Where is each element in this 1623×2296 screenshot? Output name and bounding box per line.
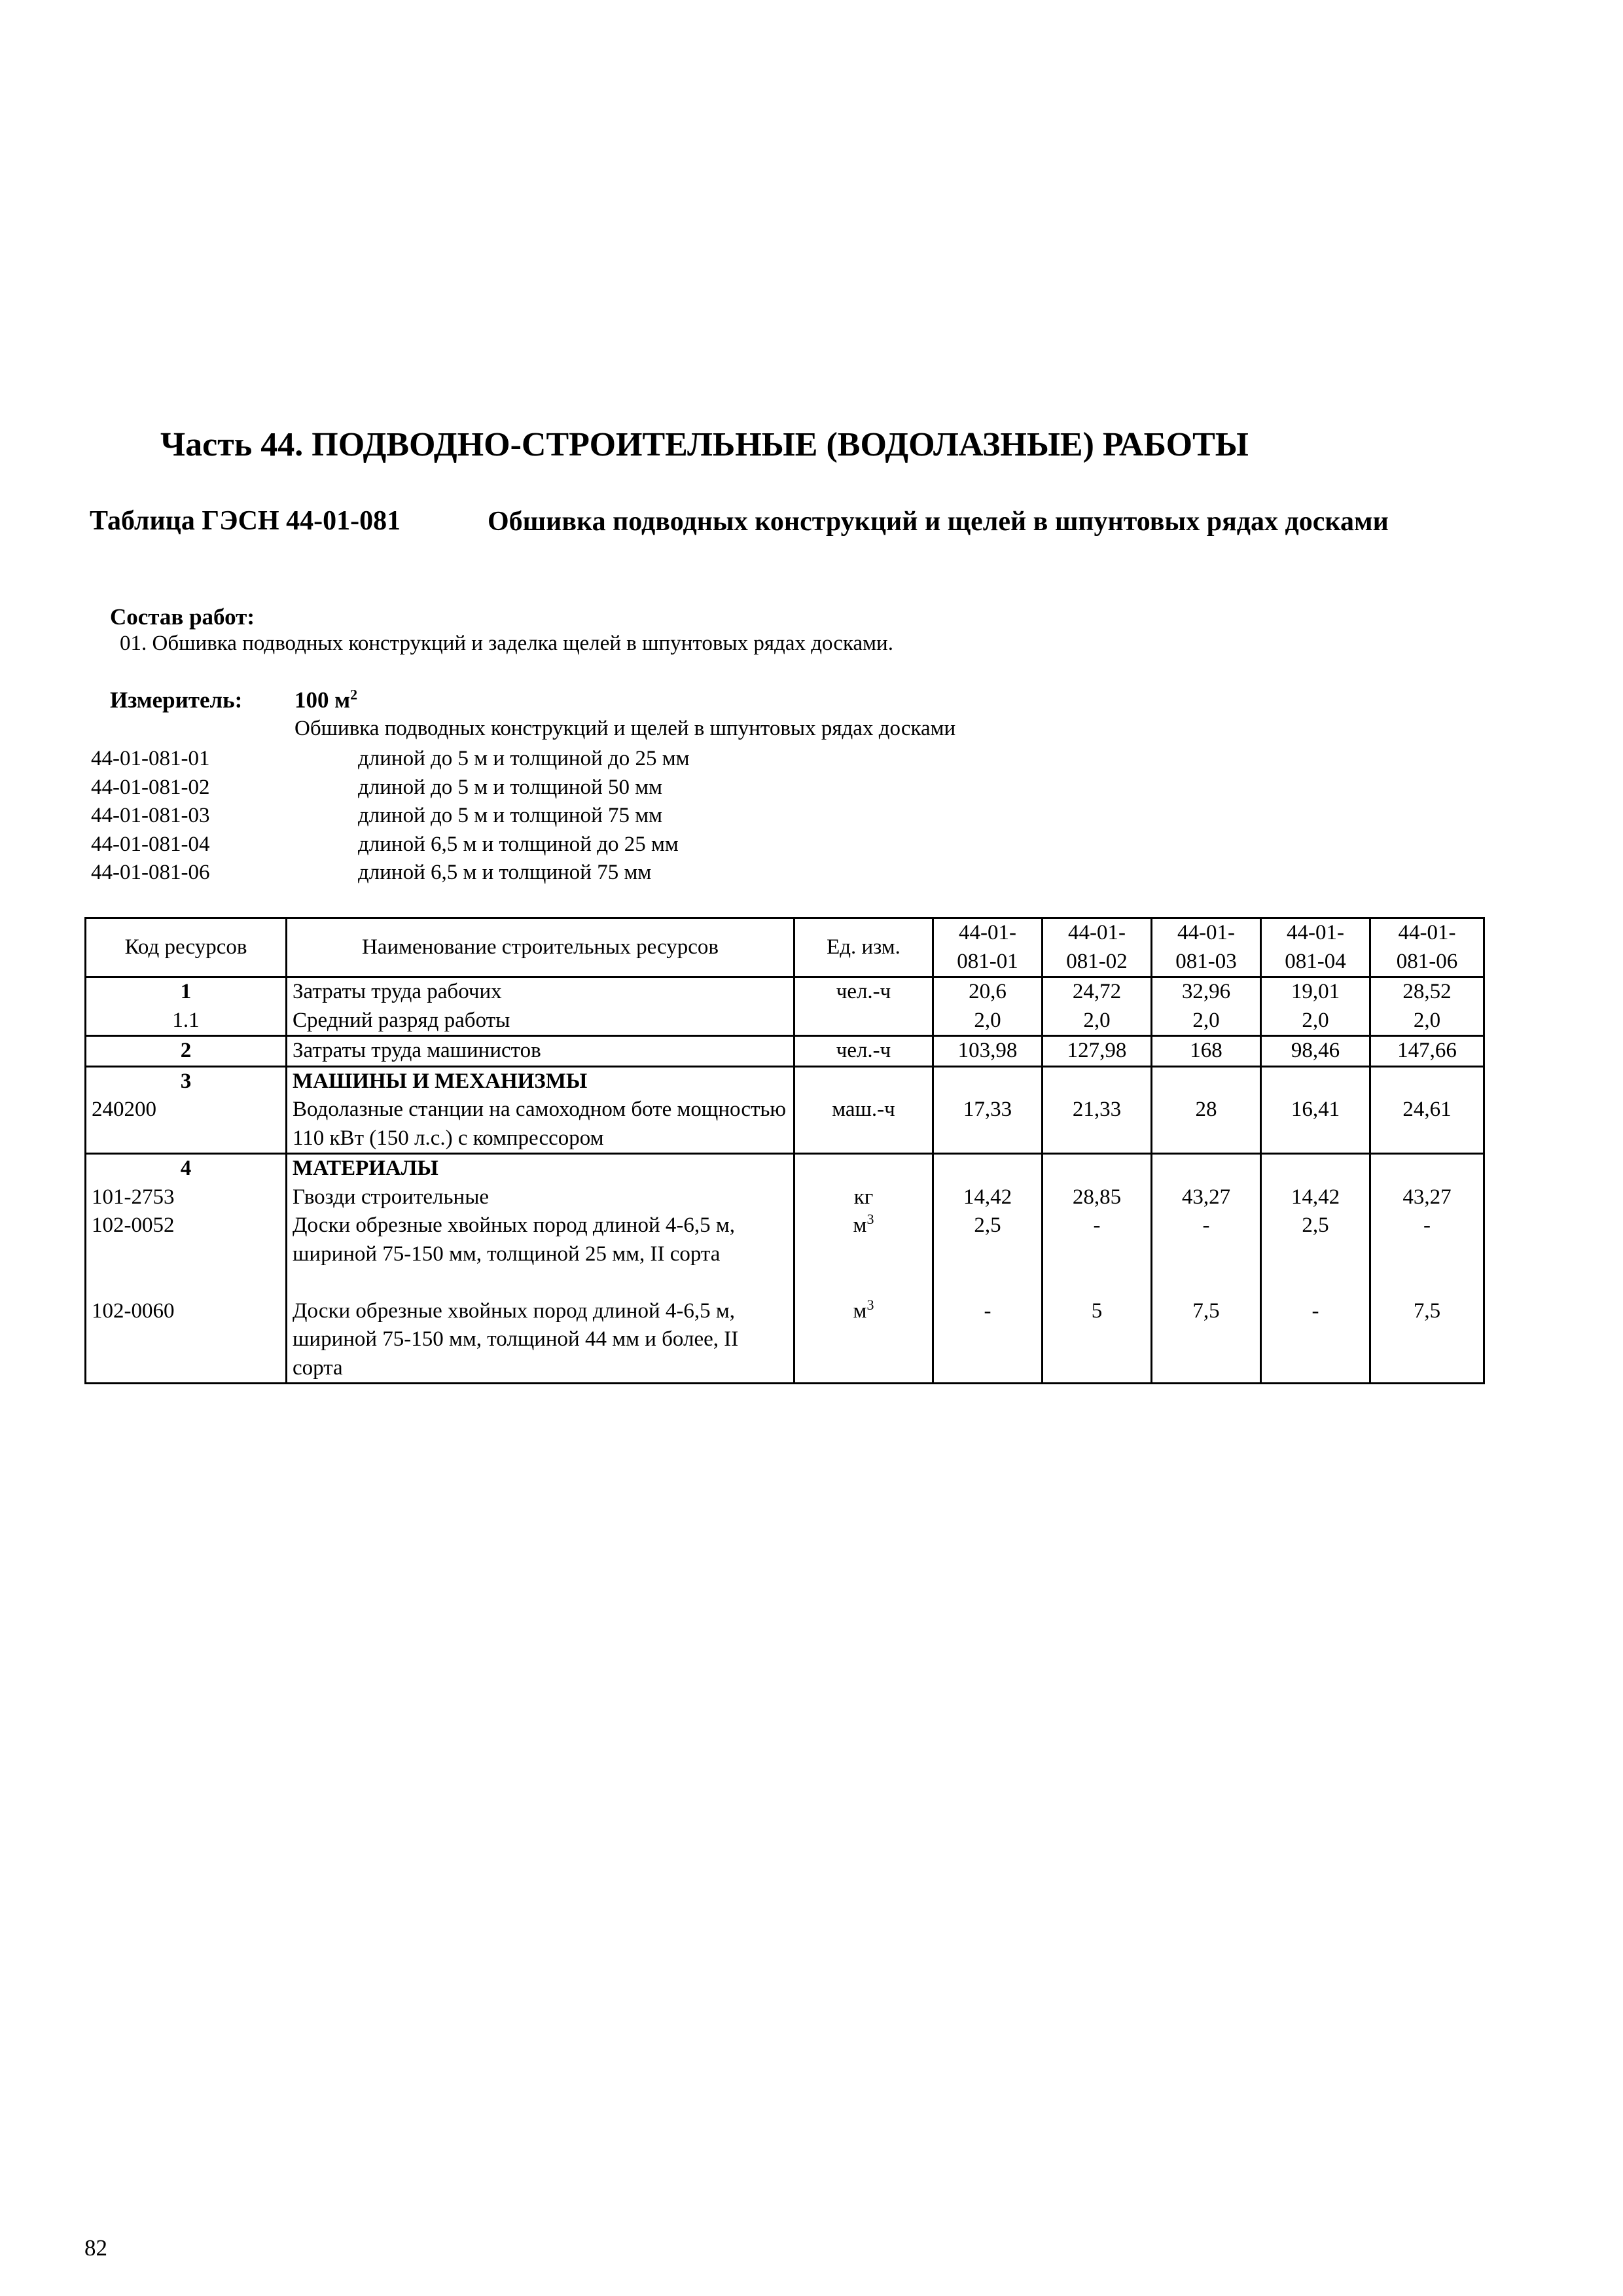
norm-code: 44-01-081-01 (91, 747, 210, 770)
norm-code-item (91, 774, 690, 802)
table-row (86, 1154, 1484, 1384)
row-value: 147,66 (1370, 1036, 1484, 1067)
row-value: 103,98 (933, 1036, 1043, 1067)
row-value: 5 (1091, 1299, 1103, 1323)
row-unit-sup: 3 (866, 1296, 874, 1313)
row-code: 1 (180, 980, 192, 1003)
row-value-cell (1152, 977, 1261, 1036)
row-name: Затраты труда рабочих (293, 980, 502, 1003)
norm-code-item (91, 831, 690, 859)
header-unit: Ед. изм. (794, 918, 933, 977)
row-value-cell (1370, 977, 1484, 1036)
row-unit-text: м (853, 1213, 867, 1237)
norm-code: 44-01-081-04 (91, 832, 210, 856)
norm-code-item (91, 745, 690, 774)
row-code: 2 (86, 1036, 287, 1067)
row-value: 2,0 (1192, 1008, 1220, 1032)
row-value: - (984, 1299, 991, 1323)
header-col-line1: 44-01- (1177, 921, 1235, 944)
row-value: 14,42 (963, 1185, 1012, 1209)
row-value: 7,5 (1192, 1299, 1220, 1323)
row-value: 2,0 (1083, 1008, 1111, 1032)
row-value: 2,5 (1302, 1213, 1329, 1237)
header-col-line1: 44-01- (1287, 921, 1344, 944)
row-value-cell (1152, 1154, 1261, 1384)
norm-code-desc: длиной 6,5 м и толщиной до 25 мм (358, 832, 679, 856)
row-name: Затраты труда машинистов (287, 1036, 794, 1067)
row-value: - (1311, 1299, 1319, 1323)
row-value-cell (933, 977, 1043, 1036)
row-unit (800, 1211, 927, 1297)
header-col-line2: 081-01 (957, 949, 1018, 973)
section-name: МАШИНЫ И МЕХАНИЗМЫ (293, 1069, 588, 1093)
row-code: 240200 (92, 1098, 156, 1121)
row-code: 1.1 (172, 1008, 200, 1032)
header-col (1261, 918, 1370, 977)
table-row (86, 977, 1484, 1036)
header-col (1152, 918, 1261, 977)
header-col-line2: 081-03 (1175, 949, 1237, 973)
page-number: 82 (84, 2235, 107, 2261)
row-value: 32,96 (1181, 980, 1231, 1003)
table-label: Таблица ГЭСН 44-01-081 (90, 506, 401, 536)
table-name: Обшивка подводных конструкций и щелей в шпунтовых рядах досками (488, 507, 1389, 537)
work-composition-text: 01. Обшивка подводных конструкций и заделка щелей в шпунтовых рядах досками. (120, 632, 893, 655)
row-value: 28,52 (1402, 980, 1452, 1003)
row-unit: чел.-ч (836, 980, 891, 1003)
row-unit-text: м (853, 1299, 867, 1323)
row-value: 24,72 (1072, 980, 1122, 1003)
row-value: 2,5 (974, 1213, 1001, 1237)
row-value: 7,5 (1413, 1299, 1441, 1323)
measurer-unit (294, 687, 357, 713)
header-col (1043, 918, 1152, 977)
measurer-description: Обшивка подводных конструкций и щелей в шпунтовых рядах досками (294, 717, 956, 740)
norm-code: 44-01-081-06 (91, 861, 210, 884)
row-value: 168 (1152, 1036, 1261, 1067)
row-value: 21,33 (1043, 1066, 1152, 1154)
row-value: - (1093, 1213, 1101, 1237)
part-title: Часть 44. ПОДВОДНО-СТРОИТЕЛЬНЫЕ (ВОДОЛАЗНЫЕ) РАБОТЫ (160, 426, 1249, 463)
row-unit: чел.-ч (794, 1036, 933, 1067)
row-unit: кг (853, 1185, 874, 1209)
row-code-cell (86, 1154, 287, 1384)
header-code: Код ресурсов (86, 918, 287, 977)
norm-code: 44-01-081-03 (91, 804, 210, 827)
header-col-line2: 081-02 (1066, 949, 1128, 973)
row-value-cell (933, 1154, 1043, 1384)
row-unit: маш.-ч (794, 1066, 933, 1154)
measurer-unit-text: 100 м (294, 687, 351, 713)
row-value: 2,0 (974, 1008, 1001, 1032)
resources-table (84, 917, 1485, 1384)
row-value-cell (1261, 1154, 1370, 1384)
row-value: 14,42 (1291, 1185, 1340, 1209)
row-name: Доски обрезные хвойных пород длиной 4-6,5 м, шириной 75-150 мм, толщиной 25 мм, II сорта (293, 1213, 735, 1266)
row-value: - (1423, 1213, 1431, 1237)
table-header-row (86, 918, 1484, 977)
header-name: Наименование строительных ресурсов (287, 918, 794, 977)
norm-code-item (91, 859, 690, 888)
table-row (86, 1066, 1484, 1154)
row-value: 24,61 (1370, 1066, 1484, 1154)
row-value: 28,85 (1072, 1185, 1122, 1209)
row-name: Гвозди строительные (293, 1185, 490, 1209)
header-col-line1: 44-01- (959, 921, 1016, 944)
row-value: 43,27 (1402, 1185, 1452, 1209)
norm-code-desc: длиной до 5 м и толщиной 75 мм (358, 804, 662, 827)
row-name-cell (287, 977, 794, 1036)
norm-code-desc: длиной до 5 м и толщиной 50 мм (358, 775, 662, 799)
header-col (933, 918, 1043, 977)
row-value: - (1202, 1213, 1210, 1237)
norm-code-desc: длиной до 5 м и толщиной до 25 мм (358, 747, 690, 770)
norm-code-desc: длиной 6,5 м и толщиной 75 мм (358, 861, 652, 884)
section-code: 3 (180, 1069, 192, 1093)
row-name: Водолазные станции на самоходном боте мощностью 110 кВт (150 л.с.) с компрессором (293, 1098, 787, 1150)
row-value: 127,98 (1043, 1036, 1152, 1067)
row-value: 19,01 (1291, 980, 1340, 1003)
row-value: 98,46 (1261, 1036, 1370, 1067)
row-unit-cell (794, 1154, 933, 1384)
row-code-cell (86, 1066, 287, 1154)
row-unit (800, 1297, 927, 1326)
norm-code-list (91, 745, 690, 888)
row-value: 43,27 (1181, 1185, 1231, 1209)
header-col (1370, 918, 1484, 977)
row-value-cell (1370, 1154, 1484, 1384)
row-name-cell (287, 1066, 794, 1154)
header-col-line2: 081-06 (1396, 949, 1458, 973)
row-name: Доски обрезные хвойных пород длиной 4-6,5 м, шириной 75-150 мм, толщиной 44 мм и более, II сорта (293, 1299, 739, 1380)
row-value: 20,6 (969, 980, 1007, 1003)
row-value-cell (1043, 977, 1152, 1036)
row-name: Средний разряд работы (293, 1008, 510, 1032)
row-value: 2,0 (1302, 1008, 1329, 1032)
row-value-cell (1043, 1154, 1152, 1384)
row-unit-sup: 3 (866, 1211, 874, 1227)
measurer-heading: Измеритель: (110, 687, 243, 713)
row-code: 102-0052 (92, 1213, 175, 1237)
row-value: 17,33 (933, 1066, 1043, 1154)
row-value: 16,41 (1261, 1066, 1370, 1154)
row-unit-cell (794, 977, 933, 1036)
section-code: 4 (180, 1157, 192, 1180)
norm-code: 44-01-081-02 (91, 775, 210, 799)
row-code-cell (86, 977, 287, 1036)
row-code: 102-0060 (92, 1299, 175, 1323)
header-col-line2: 081-04 (1285, 949, 1346, 973)
header-col-line1: 44-01- (1068, 921, 1126, 944)
work-composition-heading: Состав работ: (110, 604, 255, 630)
row-name-cell (287, 1154, 794, 1384)
section-name: МАТЕРИАЛЫ (293, 1157, 438, 1180)
table-row (86, 1036, 1484, 1067)
row-value: 2,0 (1413, 1008, 1441, 1032)
norm-code-item (91, 802, 690, 831)
header-col-line1: 44-01- (1398, 921, 1456, 944)
row-code: 101-2753 (92, 1185, 175, 1209)
measurer-unit-sup: 2 (350, 686, 358, 703)
row-value: 28 (1152, 1066, 1261, 1154)
row-value-cell (1261, 977, 1370, 1036)
